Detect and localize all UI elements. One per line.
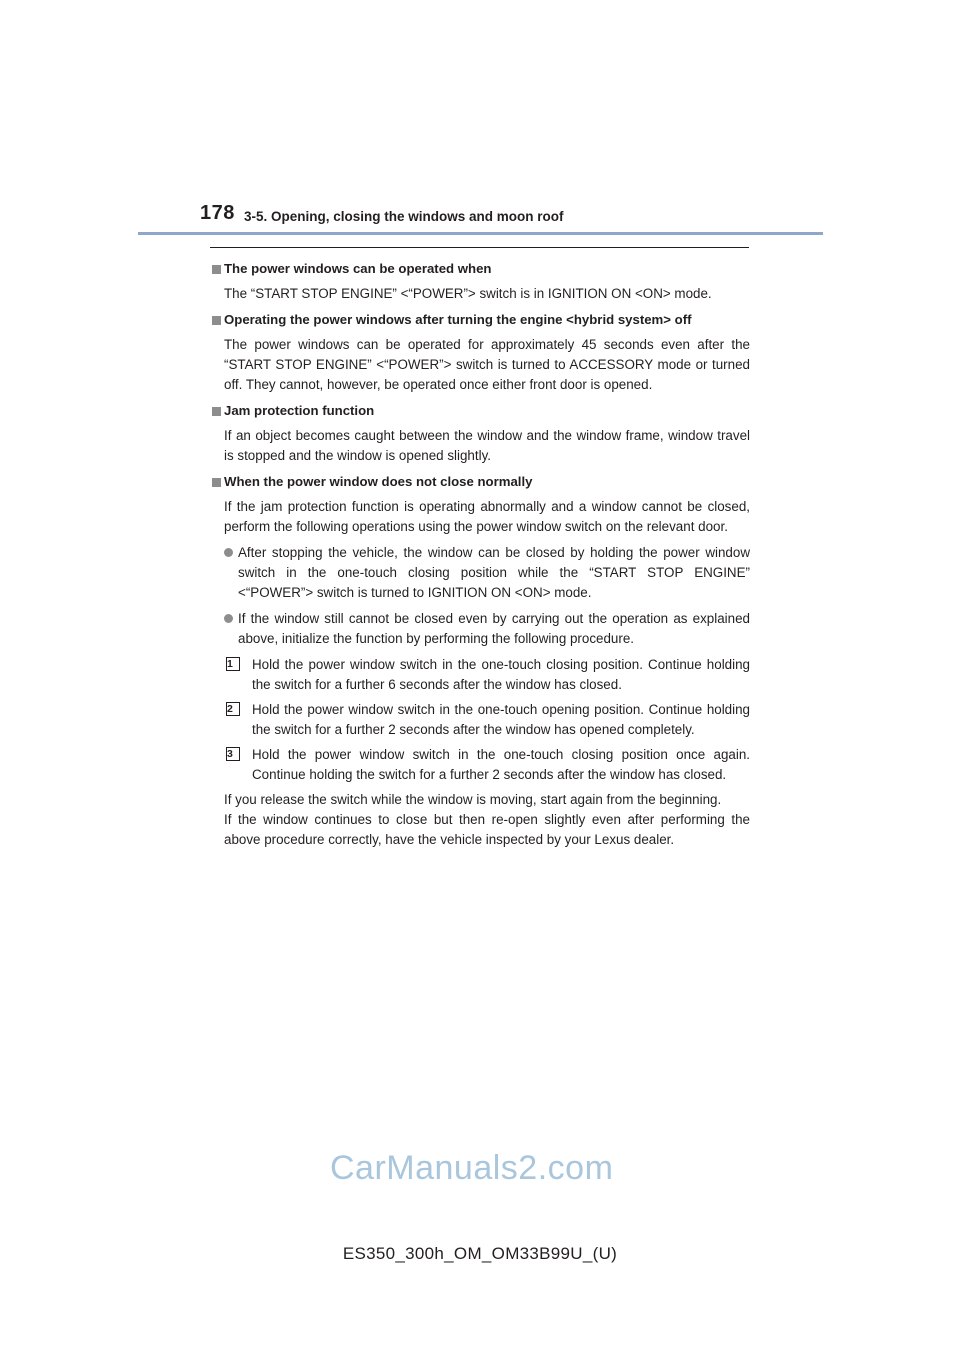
page-footer: ES350_300h_OM_OM33B99U_(U) [342,1244,618,1263]
procedure-note: If you release the switch while the window is moving, start again from the beginning. [224,792,722,807]
section-paragraph: The power windows can be operated for approximately 45 seconds even after the “START STOP ENGINE” <“POWER”> switch is turned to ACCESSORY mode or turned off. They cannot, however, be operated once either front door is opened. [224,337,750,392]
bullet-item [224,609,750,649]
circle-bullet-icon [224,548,233,557]
square-bullet-icon [212,407,221,416]
step-number-box: 2 [226,702,240,716]
bullet-item [224,543,750,603]
section-paragraph: If an object becomes caught between the window and the window frame, window travel is stopped and the window is opened slightly. [224,428,750,463]
bullet-text: If the window still cannot be closed even by carrying out the operation as explained above, initialize the function by performing the following procedure. [238,611,750,646]
section-heading [210,472,750,492]
square-bullet-icon [212,316,221,325]
section-paragraph: If the jam protection function is operating abnormally and a window cannot be closed, perform the following operations using the power window switch on the relevant door. [224,499,750,534]
step-text: Hold the power window switch in the one-touch closing position once again. Continue holding the switch for a further 2 seconds after the window has closed. [252,747,750,782]
section-heading-text: When the power window does not close normally [224,474,533,489]
header-rule [138,232,823,235]
section-heading [210,259,750,279]
circle-bullet-icon [224,614,233,623]
step-text: Hold the power window switch in the one-touch opening position. Continue holding the switch for a further 2 seconds after the window has opened completely. [252,702,750,737]
section-title: 3-5. Opening, closing the windows and moon roof [244,209,564,224]
procedure-note: If the window continues to close but then re-open slightly even after performing the above procedure correctly, have the vehicle inspected by your Lexus dealer. [224,812,750,847]
procedure-step [227,700,750,740]
step-text: Hold the power window switch in the one-touch closing position. Continue holding the switch for a further 6 seconds after the window has closed. [252,657,750,692]
section-heading-text: Operating the power windows after turning the engine <hybrid system> off [224,312,692,327]
page-header [0,0,960,240]
square-bullet-icon [212,478,221,487]
bullet-text: After stopping the vehicle, the window can be closed by holding the power window switch in the one-touch closing position while the “START STOP ENGINE” <“POWER”> switch is turned to IGNITION ON <ON> mode. [238,545,750,600]
section-heading [210,310,750,330]
section-paragraph: The “START STOP ENGINE” <“POWER”> switch is in IGNITION ON <ON> mode. [224,286,712,301]
page-number: 178 [200,202,235,224]
section-heading-text: The power windows can be operated when [224,261,492,276]
step-number-box: 1 [226,657,240,671]
procedure-step [227,745,750,785]
watermark: CarManuals2.com [330,1149,614,1187]
step-number-box: 3 [226,747,240,761]
section-heading [210,401,750,421]
square-bullet-icon [212,265,221,274]
page-content [210,259,750,850]
content-rule [210,247,749,248]
procedure-step [227,655,750,695]
section-heading-text: Jam protection function [224,403,375,418]
